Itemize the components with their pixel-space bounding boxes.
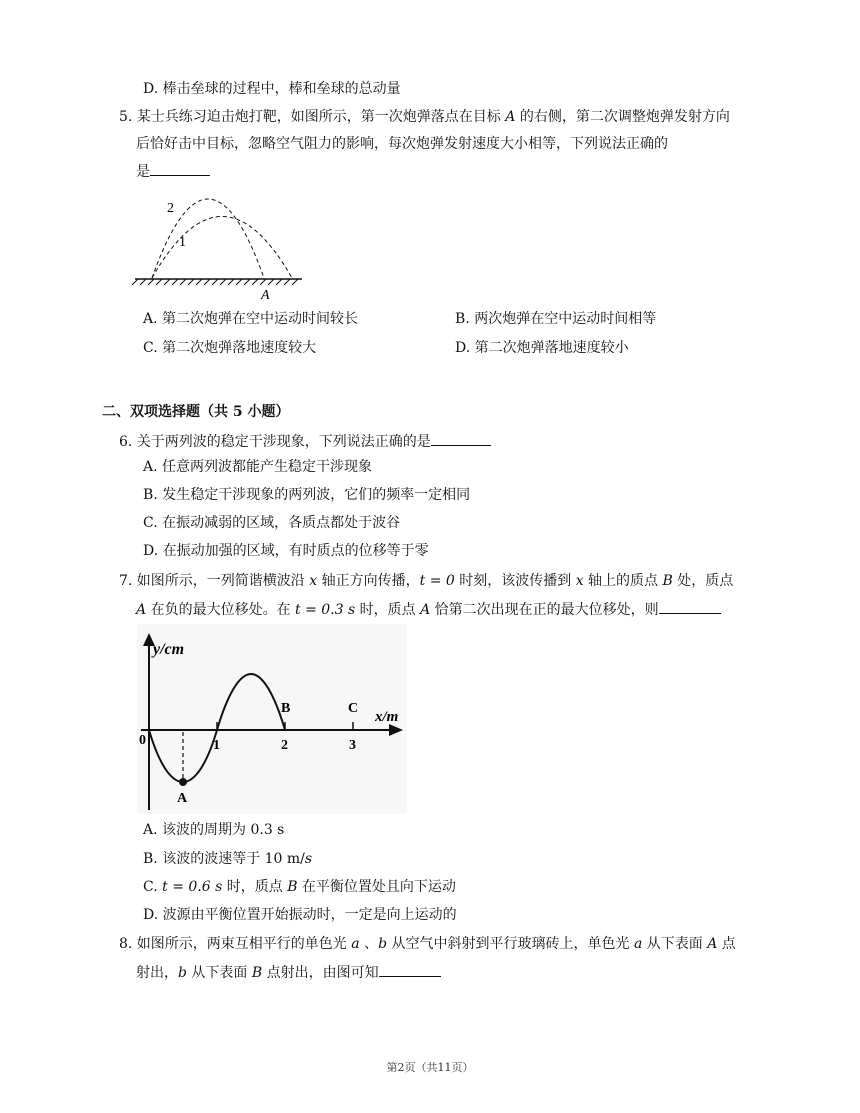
q7-wave-figure [137,624,407,814]
q5-stem-line2: 后恰好击中目标，忽略空气阻力的影响，每次炮弹发射速度大小相等，下列说法正确的 [136,136,668,152]
q6-option-d[interactable]: D. 在振动加强的区域，有时质点的位移等于零 [143,543,429,559]
point-a-dot [179,778,187,786]
q5-trajectory-figure [130,175,310,305]
q7-option-b[interactable]: B. 该波的波速等于 10 m/s [143,851,313,867]
q5-stem-line3: 是 [136,160,210,182]
answer-blank [431,430,491,446]
wave-crest [217,674,285,730]
answer-blank [150,160,210,176]
q6-stem: 6. 关于两列波的稳定干涉现象，下列说法正确的是 [119,430,491,452]
q5-option-c[interactable]: C. 第二次炮弹落地速度较大 [143,340,317,356]
tick-label-1: 1 [213,738,220,753]
q4-option-d: D. 棒击垒球的过程中，棒和垒球的总动量 [143,81,401,97]
target-a-label: A [261,288,270,303]
page-footer: 第2页（共11页） [386,1061,474,1074]
q5-stem-line1: 5. 某士兵练习迫击炮打靶，如图所示，第一次炮弹落点在目标 A 的右侧，第二次调整炮弹发射方向 [119,109,730,125]
answer-blank [659,598,721,614]
q6-option-a[interactable]: A. 任意两列波都能产生稳定干涉现象 [143,459,373,475]
q7-option-d[interactable]: D. 波源由平衡位置开始振动时，一定是向上运动的 [143,907,457,923]
q7-option-c[interactable]: C. t = 0.6 s 时，质点 B 在平衡位置处且向下运动 [143,879,456,895]
point-b-label: B [281,701,291,716]
q7-stem-line2: A 在负的最大位移处。在 t = 0.3 s 时，质点 A 恰第二次出现在正的最大位移处，则 [136,598,721,620]
point-a-label: A [177,791,188,806]
q6-option-b[interactable]: B. 发生稳定干涉现象的两列波，它们的频率一定相同 [143,487,471,503]
trajectory-1 [152,217,292,279]
q5-option-a[interactable]: A. 第二次炮弹在空中运动时间较长 [143,311,359,327]
answer-blank [379,961,441,977]
q5-option-b[interactable]: B. 两次炮弹在空中运动时间相等 [455,311,657,327]
tick-label-2: 2 [281,738,288,753]
ground-hatching [132,279,298,285]
tick-label-3: 3 [349,738,356,753]
q5-option-d[interactable]: D. 第二次炮弹落地速度较小 [455,340,629,356]
origin-label: 0 [139,733,146,748]
q7-option-a[interactable]: A. 该波的周期为 0.3 s [143,822,285,838]
point-c-label: C [348,701,359,716]
y-axis-label: y/cm [153,641,185,658]
label-2: 2 [167,201,174,216]
q7-stem-line1: 7. 如图所示，一列简谐横波沿 x 轴正方向传播，t = 0 时刻，该波传播到 x 轴上的质点 B 处，质点 [119,573,734,589]
q8-stem-line2: 射出，b 从下表面 B 点射出，由图可知 [136,961,441,983]
q8-stem-line1: 8. 如图所示，两束互相平行的单色光 a 、b 从空气中斜射到平行玻璃砖上，单色光 a 从下表面 A 点 [119,936,736,952]
label-1: 1 [179,235,186,250]
q6-option-c[interactable]: C. 在振动减弱的区域，各质点都处于波谷 [143,515,401,531]
x-axis-arrow-icon [389,724,403,736]
section-title: 二、双项选择题（共 5 小题） [102,404,290,420]
x-axis-label: x/m [375,709,399,725]
